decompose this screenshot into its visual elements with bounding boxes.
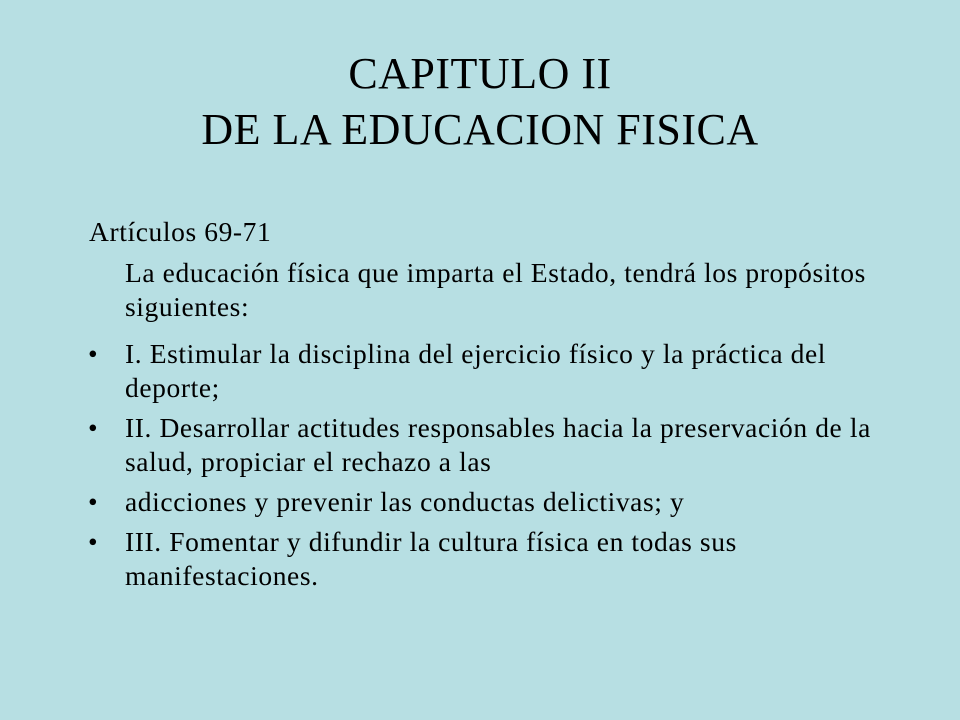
bullet-dot-icon: • <box>88 412 99 443</box>
bullet-item <box>88 411 888 479</box>
bullet-text: III. Fomentar y difundir la cultura física en todas sus manifestaciones. <box>125 526 737 591</box>
bullet-item <box>88 525 888 593</box>
intro-paragraph: La educación física que imparta el Estado, tendrá los propósitos siguientes: <box>125 257 866 322</box>
bullet-text: adicciones y prevenir las conductas delictivas; y <box>125 486 685 517</box>
slide-title-line-2: DE LA EDUCACION FISICA <box>201 105 759 154</box>
bullet-dot-icon: • <box>88 486 99 517</box>
slide-title-line-1: CAPITULO II <box>348 49 612 98</box>
bullet-dot-icon: • <box>88 338 99 369</box>
bullet-text: I. Estimular la disciplina del ejercicio físico y la práctica del deporte; <box>125 338 827 403</box>
articles-label: Artículos 69-71 <box>89 216 272 247</box>
bullet-text: II. Desarrollar actitudes responsables hacia la preservación de la salud, propiciar el rechazo a las <box>125 412 871 477</box>
bullet-item <box>88 485 888 519</box>
bullet-item <box>88 337 888 405</box>
bullet-dot-icon: • <box>88 526 99 557</box>
bullet-list <box>88 337 888 599</box>
